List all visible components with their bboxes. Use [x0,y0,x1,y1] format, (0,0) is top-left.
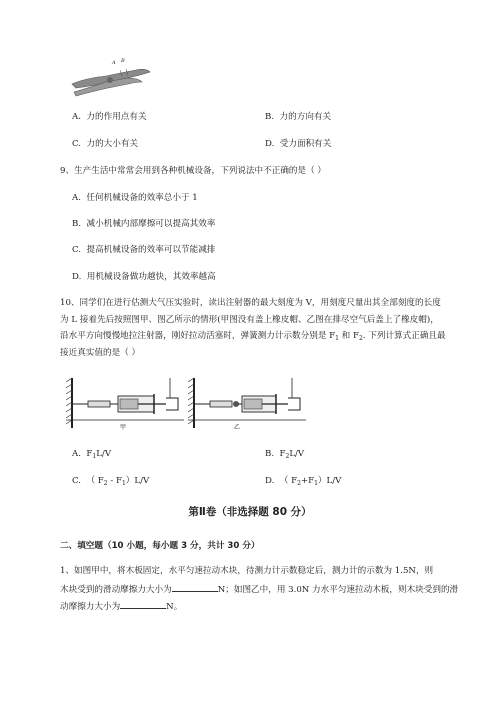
q10-stem-line2: 为 L 接着先后按照图甲、图乙所示的情形(甲图没有盖上橡皮帽、乙图在排尽空气后盖上了橡皮帽)， [60,315,439,325]
q9-option-b: B. 减小机械内部摩擦可以提高其效率 [72,219,216,229]
q10-option-b: B. $F_2L/V$ [265,449,305,460]
q8-option-a: A. 力的作用点有关 [72,112,147,122]
part2-title: 第Ⅱ卷（非选择题 80 分） [188,506,312,518]
q10-stem-line3: 沿水平方向慢慢地拉注射器，刚好拉动活塞时，弹簧测力计示数分别是 $F_1$ 和 $F_2$. 下列计算式正确且最 [60,331,446,342]
q8-option-b: B. 力的方向有关 [265,112,332,122]
section-heading: 二、填空题（10 小题，每小题 3 分，共计 30 分） [60,541,260,551]
pliers-label-a: A [112,60,116,66]
q10-stem-line1: 10、同学们在进行估测大气压实验时，读出注射器的最大刻度为 V，用刻度尺量出其全部刻度的长度 [60,298,441,308]
q8-option-d: D. 受力面积有关 [265,139,332,149]
syringe-figure-jia [66,374,184,432]
answer-blank-2[interactable] [120,599,166,609]
syringe-figure-yi [188,374,306,432]
q9-option-d: D. 用机械设备做功越快，其效率越高 [72,272,216,282]
q8-option-c: C. 力的大小有关 [72,139,139,149]
q10-option-a: A. $F_1L/V$ [72,449,112,460]
fill-q1-line2: 木块受到的滑动摩擦力大小为 N；如图乙中，用 3.0N 力水平匀速拉动木板，则木块受到的滑 [60,582,458,596]
q10-stem-line4: 接近真实值的是（ ） [60,348,141,358]
q9-option-a: A. 任何机械设备的效率总小于 1 [72,193,198,203]
fill-q1-line1: 1、如图甲中，将木板固定，水平匀速拉动木块，待测力计示数稳定后，测力计的示数为 1.5N，则 [60,566,434,576]
q10-option-d: D. （ $F_2+F_1)L/V$ [265,476,342,487]
fill-q1-line3: 动摩擦力大小为 N。 [60,599,182,613]
answer-blank-1[interactable] [172,582,218,592]
q10-option-c: C. （ $F_2 - F_1)L/V$ [72,476,150,487]
figure-label-jia: 甲 [120,424,127,431]
pliers-figure [66,58,156,98]
q9-option-c: C. 提高机械设备的效率可以节能减排 [72,245,216,255]
q9-stem: 9、生产生活中常常会用到各种机械设备，下列说法中不正确的是（ ） [60,166,327,176]
figure-label-yi: 乙 [234,424,241,431]
pliers-label-b: B [121,58,125,64]
